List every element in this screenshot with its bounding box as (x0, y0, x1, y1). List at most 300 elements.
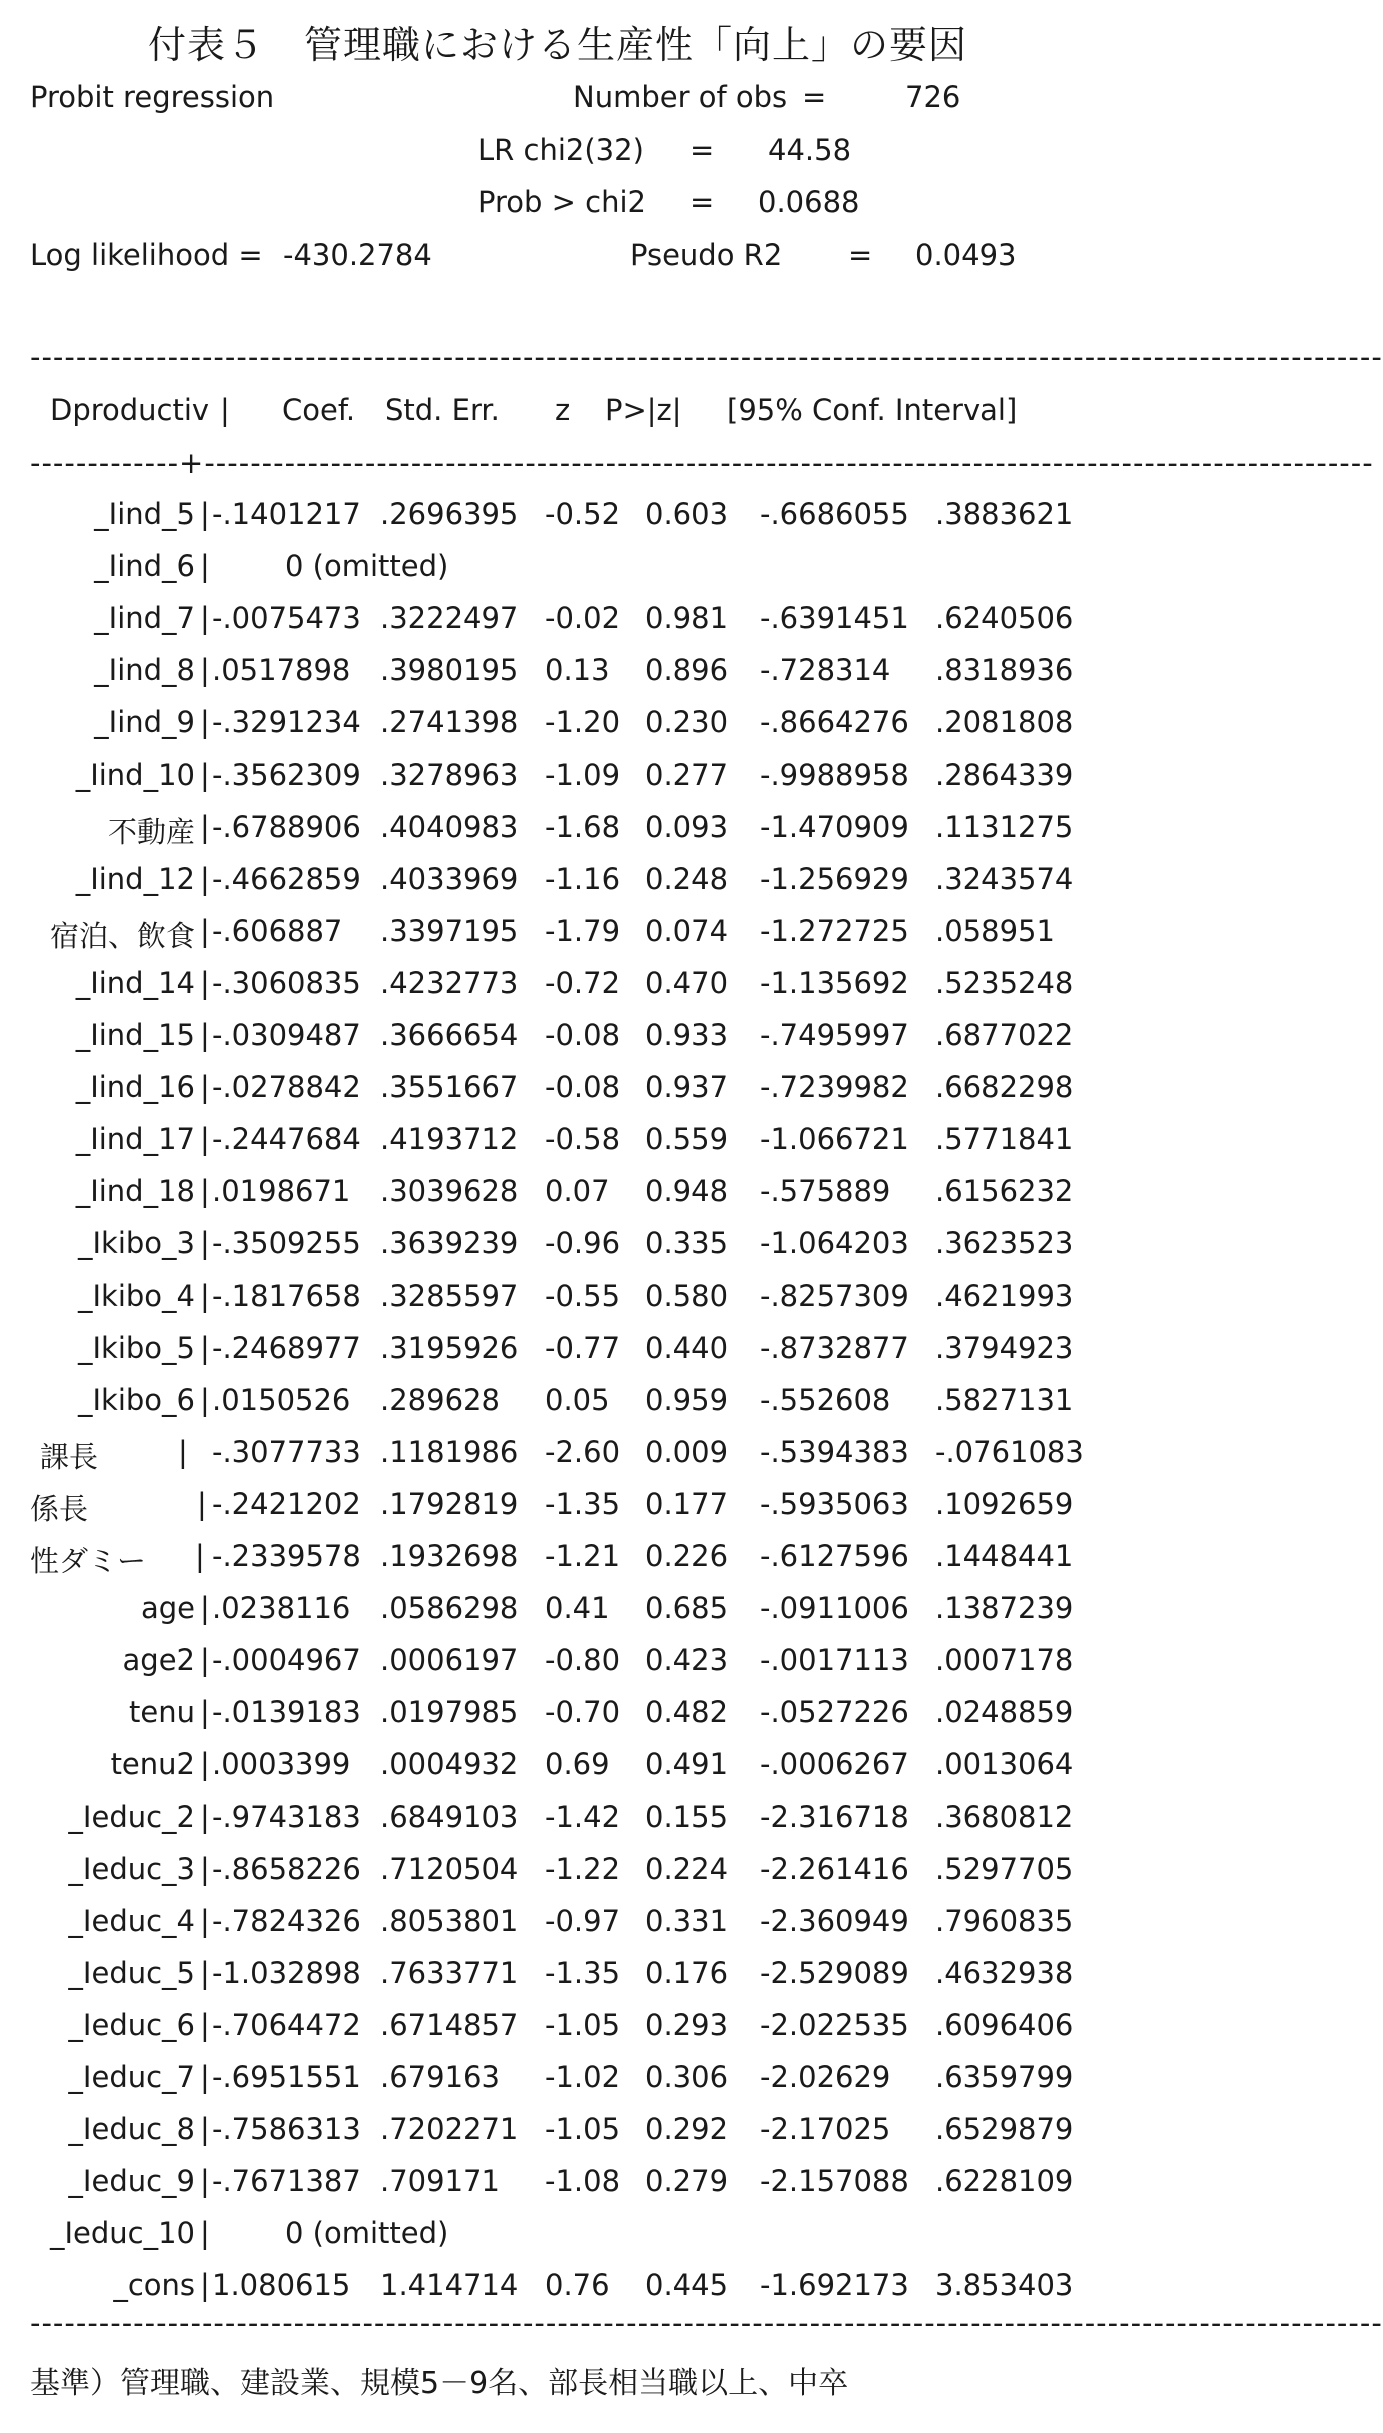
lr-chi2-equals: = (690, 133, 715, 167)
top-divider: ---------------------------------------------------------------------------------------------------------------------- (30, 340, 1383, 374)
ci-upper-value: .4621993 (935, 1279, 1074, 1313)
p-value: 0.580 (645, 1279, 729, 1313)
ci-lower-value: -.5394383 (760, 1435, 909, 1469)
z-value: 0.41 (545, 1591, 610, 1625)
row-separator: | (200, 653, 210, 687)
row-separator: | (200, 601, 210, 635)
p-value: 0.177 (645, 1487, 729, 1521)
p-value: 0.948 (645, 1174, 729, 1208)
std-err-value: .4040983 (380, 810, 519, 844)
variable-name: _Iind_8 (94, 653, 195, 687)
row-separator: | (200, 1695, 210, 1729)
z-value: 0.13 (545, 653, 610, 687)
table-row (0, 1800, 1115, 1852)
z-value: -1.22 (545, 1852, 621, 1886)
std-err-value: .3397195 (380, 914, 519, 948)
z-value: -1.09 (545, 758, 621, 792)
variable-name: _Iind_5 (94, 497, 195, 531)
z-value: -0.72 (545, 966, 621, 1000)
ci-lower-value: -2.261416 (760, 1852, 909, 1886)
std-err-value: .0004932 (380, 1747, 519, 1781)
z-value: -1.21 (545, 1539, 621, 1573)
ci-upper-value: .0007178 (935, 1643, 1074, 1677)
table-row (0, 1643, 1115, 1695)
p-value: 0.331 (645, 1904, 729, 1938)
prob-chi2-label: Prob > chi2 (478, 185, 646, 219)
std-err-value: .3285597 (380, 1279, 519, 1313)
std-err-value: .4193712 (380, 1122, 519, 1156)
nobs-label: Number of obs (573, 80, 788, 114)
std-err-value: .3222497 (380, 601, 519, 635)
omitted-value: 0 (omitted) (285, 549, 449, 583)
z-value: -0.97 (545, 1904, 621, 1938)
p-value: 0.959 (645, 1383, 729, 1417)
variable-name: _Iind_16 (75, 1070, 195, 1104)
coef-value: -.7586313 (212, 2112, 361, 2146)
variable-name: _Ikibo_5 (77, 1331, 195, 1365)
table-row (0, 1591, 1115, 1643)
std-err-value: .3039628 (380, 1174, 519, 1208)
row-separator: | (200, 2164, 210, 2198)
nobs-equals: = (802, 80, 827, 114)
p-value: 0.226 (645, 1539, 729, 1573)
ci-lower-value: -.0006267 (760, 1747, 909, 1781)
variable-name: _Ikibo_3 (77, 1226, 195, 1260)
pseudo-r2-value: 0.0493 (915, 238, 1017, 272)
nobs-value: 726 (905, 80, 961, 114)
coef-value: -.7824326 (212, 1904, 361, 1938)
bottom-divider: ---------------------------------------------------------------------------------------------------------------------- (30, 2306, 1383, 2340)
row-separator: | (200, 1643, 210, 1677)
z-value: -0.70 (545, 1695, 621, 1729)
z-value: -0.02 (545, 601, 621, 635)
table-row (0, 2008, 1115, 2060)
prob-chi2-equals: = (690, 185, 715, 219)
std-err-value: .4232773 (380, 966, 519, 1000)
std-err-header: Std. Err. (385, 393, 500, 427)
row-separator: | (200, 914, 210, 948)
coef-value: -.606887 (212, 914, 343, 948)
std-err-value: .2741398 (380, 705, 519, 739)
table-row (0, 601, 1115, 653)
std-err-value: .0197985 (380, 1695, 519, 1729)
row-separator: | (200, 1800, 210, 1834)
coef-value: -.7064472 (212, 2008, 361, 2042)
ci-upper-value: .1448441 (935, 1539, 1074, 1573)
log-likelihood-label: Log likelihood = (30, 238, 263, 272)
table-row (0, 2112, 1115, 2164)
variable-name: _Ieduc_3 (68, 1852, 195, 1886)
ci-lower-value: -2.02629 (760, 2060, 891, 2094)
z-value: -1.02 (545, 2060, 621, 2094)
ci-upper-value: .8318936 (935, 653, 1074, 687)
p-value: 0.248 (645, 862, 729, 896)
z-value: -0.77 (545, 1331, 621, 1365)
row-separator: | (200, 1852, 210, 1886)
ci-upper-value: .6529879 (935, 2112, 1074, 2146)
coef-value: -.3060835 (212, 966, 361, 1000)
table-row (0, 758, 1115, 810)
std-err-value: .8053801 (380, 1904, 519, 1938)
ci-upper-value: .5827131 (935, 1383, 1074, 1417)
table-row (0, 705, 1115, 757)
table-row (0, 1279, 1115, 1331)
table-row (0, 2060, 1115, 2112)
z-value: -1.35 (545, 1956, 621, 1990)
z-value: 0.07 (545, 1174, 610, 1208)
row-separator: | (200, 497, 210, 531)
ci-lower-value: -.552608 (760, 1383, 891, 1417)
variable-name: _Ieduc_2 (68, 1800, 195, 1834)
ci-upper-value: .6877022 (935, 1018, 1074, 1052)
z-value: -0.52 (545, 497, 621, 531)
ci-lower-value: -.8257309 (760, 1279, 909, 1313)
ci-upper-value: .3680812 (935, 1800, 1074, 1834)
row-separator: | (200, 862, 210, 896)
coef-value: -.2468977 (212, 1331, 361, 1365)
lr-chi2-label: LR chi2(32) (478, 133, 644, 167)
table-row (0, 1539, 1115, 1591)
table-row (0, 1383, 1115, 1435)
p-value: 0.491 (645, 1747, 729, 1781)
ci-upper-value: .7960835 (935, 1904, 1074, 1938)
z-value: -1.20 (545, 705, 621, 739)
variable-name: _Iind_10 (75, 758, 195, 792)
p-value: 0.335 (645, 1226, 729, 1260)
std-err-value: .3551667 (380, 1070, 519, 1104)
z-value: -0.80 (545, 1643, 621, 1677)
p-value: 0.603 (645, 497, 729, 531)
z-value: 0.76 (545, 2268, 610, 2302)
p-value: 0.685 (645, 1591, 729, 1625)
std-err-value: .679163 (380, 2060, 500, 2094)
z-value: -0.08 (545, 1070, 621, 1104)
table-row (0, 2216, 1115, 2268)
std-err-value: 1.414714 (380, 2268, 519, 2302)
ci-upper-value: .3794923 (935, 1331, 1074, 1365)
variable-name: _Iind_6 (94, 549, 195, 583)
ci-lower-value: -.7239982 (760, 1070, 909, 1104)
coef-value: -.4662859 (212, 862, 361, 896)
row-separator: | (200, 1591, 210, 1625)
coef-value: .0150526 (212, 1383, 351, 1417)
row-separator: | (200, 1904, 210, 1938)
ci-lower-value: -.575889 (760, 1174, 891, 1208)
omitted-value: 0 (omitted) (285, 2216, 449, 2250)
ci-upper-value: .6096406 (935, 2008, 1074, 2042)
ci-lower-value: -2.17025 (760, 2112, 891, 2146)
coef-value: .0238116 (212, 1591, 351, 1625)
std-err-value: .289628 (380, 1383, 500, 1417)
coef-value: .0003399 (212, 1747, 351, 1781)
p-value: 0.279 (645, 2164, 729, 2198)
table-row (0, 1852, 1115, 1904)
variable-name: tenu (129, 1695, 195, 1729)
coef-value: -.3291234 (212, 705, 361, 739)
coef-value: .0198671 (212, 1174, 351, 1208)
coef-value: -.0309487 (212, 1018, 361, 1052)
coef-value: -.6951551 (212, 2060, 361, 2094)
coef-value: -.1817658 (212, 1279, 361, 1313)
coef-value: -.8658226 (212, 1852, 361, 1886)
ci-upper-value: .1387239 (935, 1591, 1074, 1625)
coef-value: -.0004967 (212, 1643, 361, 1677)
table-row (0, 1018, 1115, 1070)
variable-name: _Iind_9 (94, 705, 195, 739)
p-value-header: P>|z| (605, 393, 682, 427)
table-row (0, 1331, 1115, 1383)
coef-value: .0517898 (212, 653, 351, 687)
ci-upper-value: .0248859 (935, 1695, 1074, 1729)
row-separator: | (200, 1122, 210, 1156)
ci-lower-value: -2.529089 (760, 1956, 909, 1990)
ci-upper-value: .1092659 (935, 1487, 1074, 1521)
std-err-value: .0006197 (380, 1643, 519, 1677)
coef-value: -.2421202 (212, 1487, 361, 1521)
std-err-value: .7120504 (380, 1852, 519, 1886)
p-value: 0.933 (645, 1018, 729, 1052)
ci-upper-value: .6682298 (935, 1070, 1074, 1104)
variable-name: _Iind_7 (94, 601, 195, 635)
ci-lower-value: -.0017113 (760, 1643, 909, 1677)
prob-chi2-value: 0.0688 (758, 185, 860, 219)
coef-value: -.3077733 (212, 1435, 361, 1469)
ci-lower-value: -.7495997 (760, 1018, 909, 1052)
p-value: 0.445 (645, 2268, 729, 2302)
ci-upper-value: .3623523 (935, 1226, 1074, 1260)
variable-name: 性ダミー (30, 1544, 147, 1578)
row-separator: | (200, 2060, 210, 2094)
ci-lower-value: -1.692173 (760, 2268, 909, 2302)
std-err-value: .6849103 (380, 1800, 519, 1834)
ci-upper-value: .5771841 (935, 1122, 1074, 1156)
row-separator: | (200, 549, 210, 583)
std-err-value: .3980195 (380, 653, 519, 687)
variable-name: _cons (113, 2268, 195, 2302)
p-value: 0.293 (645, 2008, 729, 2042)
z-value: -1.35 (545, 1487, 621, 1521)
ci-upper-value: .1131275 (935, 810, 1074, 844)
table-row (0, 1070, 1115, 1122)
coef-value: -.2339578 (212, 1539, 361, 1573)
table-row (0, 1695, 1115, 1747)
variable-name: _Ieduc_9 (68, 2164, 195, 2198)
ci-lower-value: -.8664276 (760, 705, 909, 739)
z-value: -2.60 (545, 1435, 621, 1469)
table-row (0, 549, 1115, 601)
ci-upper-value: .5235248 (935, 966, 1074, 1000)
ci-lower-value: -2.157088 (760, 2164, 909, 2198)
variable-name: _Ieduc_4 (68, 1904, 195, 1938)
table-row (0, 966, 1115, 1018)
conf-interval-header: [95% Conf. Interval] (727, 393, 1018, 427)
ci-upper-value: .2864339 (935, 758, 1074, 792)
table-row (0, 1174, 1115, 1226)
row-separator: | (200, 1018, 210, 1052)
variable-name: 不動産 (107, 815, 195, 849)
ci-lower-value: -1.272725 (760, 914, 909, 948)
z-value: -0.08 (545, 1018, 621, 1052)
z-value: -1.42 (545, 1800, 621, 1834)
coef-header: Coef. (282, 393, 356, 427)
ci-lower-value: -.9988958 (760, 758, 909, 792)
std-err-value: .1181986 (380, 1435, 519, 1469)
variable-name: _Ikibo_4 (77, 1279, 195, 1313)
ci-upper-value: .6359799 (935, 2060, 1074, 2094)
row-separator: | (200, 2216, 210, 2250)
std-err-value: .3278963 (380, 758, 519, 792)
row-separator: | (200, 758, 210, 792)
variable-name: 宿泊、飲食 (49, 919, 195, 953)
ci-lower-value: -.8732877 (760, 1331, 909, 1365)
z-value: -0.55 (545, 1279, 621, 1313)
z-value: -1.08 (545, 2164, 621, 2198)
z-value: -0.96 (545, 1226, 621, 1260)
z-value: -1.68 (545, 810, 621, 844)
p-value: 0.224 (645, 1852, 729, 1886)
table-row (0, 1226, 1115, 1278)
variable-name: _Ikibo_6 (77, 1383, 195, 1417)
variable-name: _Iind_17 (75, 1122, 195, 1156)
variable-name: _Ieduc_8 (68, 2112, 195, 2146)
ci-lower-value: -1.470909 (760, 810, 909, 844)
std-err-value: .3639239 (380, 1226, 519, 1260)
variable-name: _Ieduc_10 (49, 2216, 195, 2250)
table-row (0, 1956, 1115, 2008)
ci-upper-value: .6156232 (935, 1174, 1074, 1208)
std-err-value: .709171 (380, 2164, 500, 2198)
ci-lower-value: -.6686055 (760, 497, 909, 531)
p-value: 0.423 (645, 1643, 729, 1677)
coef-value: -.0278842 (212, 1070, 361, 1104)
row-separator: | (200, 966, 210, 1000)
header-divider: -------------+------------------------------------------------------------------------------------------------------ (30, 446, 1374, 480)
p-value: 0.009 (645, 1435, 729, 1469)
ci-upper-value: .6240506 (935, 601, 1074, 635)
table-row (0, 1122, 1115, 1174)
ci-lower-value: -.5935063 (760, 1487, 909, 1521)
ci-lower-value: -1.135692 (760, 966, 909, 1000)
p-value: 0.093 (645, 810, 729, 844)
coef-value: -.1401217 (212, 497, 361, 531)
coef-value: -.0075473 (212, 601, 361, 635)
coef-value: -.2447684 (212, 1122, 361, 1156)
std-err-value: .2696395 (380, 497, 519, 531)
z-value: 0.69 (545, 1747, 610, 1781)
table-title: 付表５ 管理職における生産性「向上」の要因 (147, 23, 967, 67)
row-separator: | (200, 2008, 210, 2042)
row-separator: | (200, 1747, 210, 1781)
variable-name: 課長 (40, 1440, 99, 1474)
p-value: 0.482 (645, 1695, 729, 1729)
depvar-header: Dproductiv (50, 393, 210, 427)
ci-upper-value: -.0761083 (935, 1435, 1084, 1469)
z-value: -0.58 (545, 1122, 621, 1156)
ci-upper-value: .3243574 (935, 862, 1074, 896)
p-value: 0.981 (645, 601, 729, 635)
p-value: 0.440 (645, 1331, 729, 1365)
p-value: 0.937 (645, 1070, 729, 1104)
ci-upper-value: 3.853403 (935, 2268, 1074, 2302)
ci-upper-value: .3883621 (935, 497, 1074, 531)
table-row (0, 497, 1115, 549)
coef-value: -.6788906 (212, 810, 361, 844)
coef-value: -.7671387 (212, 2164, 361, 2198)
row-separator: | (200, 1070, 210, 1104)
table-row (0, 810, 1115, 862)
column-header-row (0, 393, 1115, 445)
ci-lower-value: -.6127596 (760, 1539, 909, 1573)
ci-upper-value: .4632938 (935, 1956, 1074, 1990)
std-err-value: .3666654 (380, 1018, 519, 1052)
baseline-note: 基準）管理職、建設業、規模5－9名、部長相当職以上、中卒 (30, 2366, 849, 2401)
variable-name: _Ieduc_5 (68, 1956, 195, 1990)
row-separator: | (178, 1435, 188, 1469)
std-err-value: .7202271 (380, 2112, 519, 2146)
ci-lower-value: -1.064203 (760, 1226, 909, 1260)
table-row (0, 1487, 1115, 1539)
variable-name: _Iind_12 (75, 862, 195, 896)
row-separator: | (197, 1487, 207, 1521)
row-separator: | (200, 1383, 210, 1417)
p-value: 0.230 (645, 705, 729, 739)
z-value: -1.79 (545, 914, 621, 948)
row-separator: | (200, 1174, 210, 1208)
row-separator: | (200, 2112, 210, 2146)
row-separator: | (200, 1226, 210, 1260)
p-value: 0.074 (645, 914, 729, 948)
variable-name: age (140, 1591, 195, 1625)
header-separator: | (220, 393, 230, 427)
ci-lower-value: -2.316718 (760, 1800, 909, 1834)
table-row (0, 862, 1115, 914)
table-row (0, 914, 1115, 966)
ci-upper-value: .2081808 (935, 705, 1074, 739)
table-row (0, 1747, 1115, 1799)
p-value: 0.176 (645, 1956, 729, 1990)
row-separator: | (200, 1279, 210, 1313)
row-separator: | (200, 2268, 210, 2302)
ci-lower-value: -.0911006 (760, 1591, 909, 1625)
p-value: 0.470 (645, 966, 729, 1000)
ci-upper-value: .058951 (935, 914, 1055, 948)
variable-name: age2 (122, 1643, 195, 1677)
ci-lower-value: -2.360949 (760, 1904, 909, 1938)
std-err-value: .7633771 (380, 1956, 519, 1990)
table-row (0, 2164, 1115, 2216)
table-row (0, 1435, 1115, 1487)
z-value: -1.16 (545, 862, 621, 896)
z-value: -1.05 (545, 2008, 621, 2042)
lr-chi2-value: 44.58 (768, 133, 852, 167)
table-row (0, 653, 1115, 705)
log-likelihood-value: -430.2784 (283, 238, 432, 272)
std-err-value: .1792819 (380, 1487, 519, 1521)
coef-value: -.3562309 (212, 758, 361, 792)
variable-name: 係長 (30, 1492, 89, 1526)
z-value: 0.05 (545, 1383, 610, 1417)
row-separator: | (200, 705, 210, 739)
p-value: 0.292 (645, 2112, 729, 2146)
coef-value: -1.032898 (212, 1956, 361, 1990)
coef-value: -.9743183 (212, 1800, 361, 1834)
row-separator: | (195, 1539, 205, 1573)
ci-lower-value: -.728314 (760, 653, 891, 687)
p-value: 0.559 (645, 1122, 729, 1156)
variable-name: _Ieduc_6 (68, 2008, 195, 2042)
std-err-value: .1932698 (380, 1539, 519, 1573)
variable-name: tenu2 (110, 1747, 195, 1781)
